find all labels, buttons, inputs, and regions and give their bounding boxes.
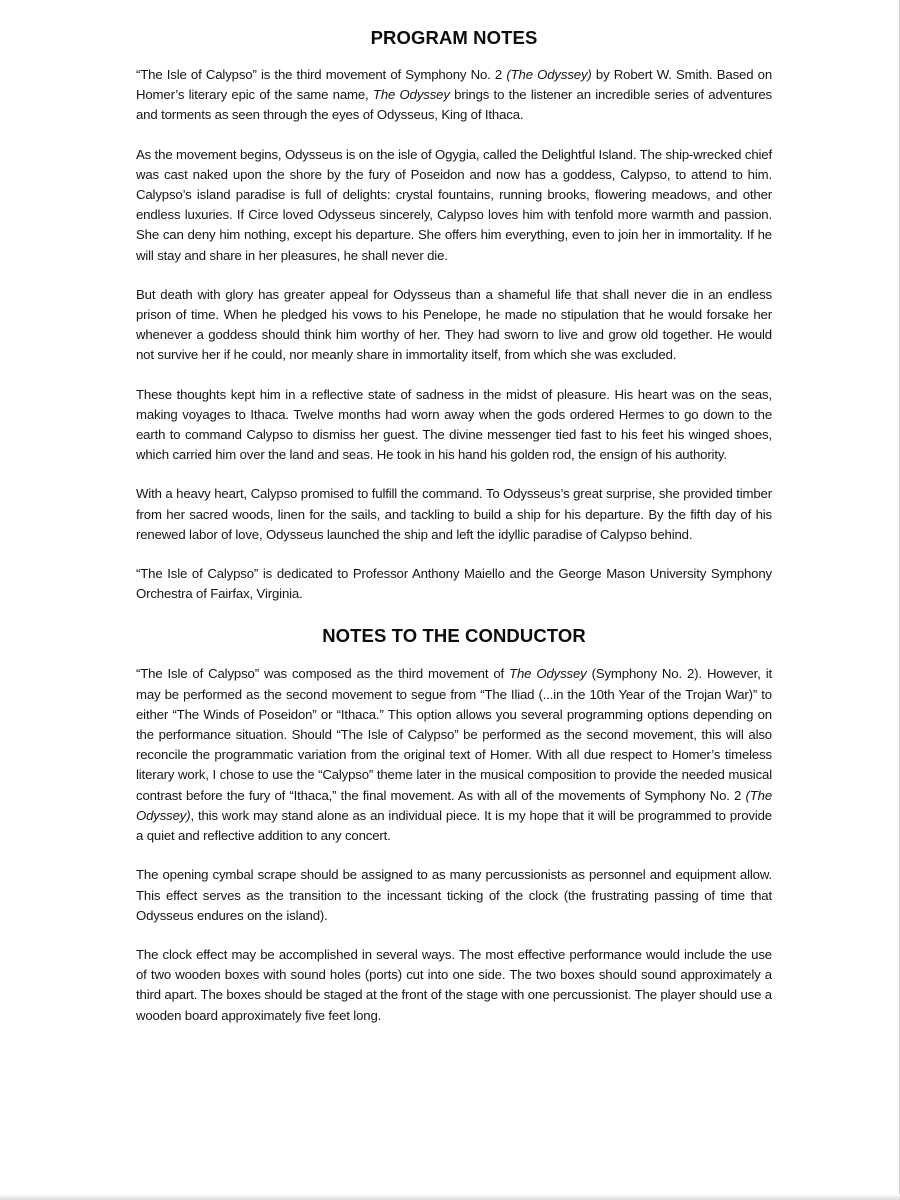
text-run: “The Isle of Calypso” is the third movement of Symphony No. 2: [136, 67, 507, 82]
conductor-notes-paragraph-2: The opening cymbal scrape should be assigned to as many percussionists as personnel and equipment allow. This effect serves as the transition to the incessant ticking of the clock (the frustrating passing of time that Odysseus endures on the island).: [136, 867, 772, 923]
italic-title: (The Odyssey): [136, 787, 772, 823]
program-notes-dedication: “The Isle of Calypso” is dedicated to Professor Anthony Maiello and the George Mason University Symphony Orchestra of Fairfax, Virginia.: [136, 566, 772, 602]
program-notes-paragraph-1: [136, 65, 772, 126]
italic-title: The Odyssey: [509, 666, 587, 682]
text-run: , this work may stand alone as an individual piece. It is my hope that it will be programmed to provide a quiet and reflective addition to any concert.: [136, 807, 772, 844]
program-notes-paragraph-5: With a heavy heart, Calypso promised to fulfill the command. To Odysseus’s great surprise, she provided timber from her sacred woods, linen for the sails, and tackling to build a ship for his departure. By the fifth day of his renewed labor of love, Odysseus launched the ship and left the idyllic paradise of Calypso behind.: [136, 486, 772, 542]
italic-title: (The Odyssey): [506, 67, 592, 82]
program-notes-section: [136, 26, 772, 604]
text-run: “The Isle of Calypso” was composed as the third movement of: [136, 666, 510, 682]
page-bottom-edge: [0, 1194, 900, 1200]
italic-title: The Odyssey: [372, 87, 450, 103]
page-content: [136, 26, 772, 1026]
conductor-notes-section: [136, 624, 772, 1025]
program-notes-paragraph-3: But death with glory has greater appeal for Odysseus than a shameful life that shall never die in an endless prison of time. When he pledged his vows to his Penelope, he made no stipulation that he would forsake her whenever a goddess should think him worthy of her. They had sworn to live and grow old together. He would not survive her if he could, nor meanly share in immortality itself, from which she was excluded.: [136, 286, 772, 363]
text-run: brings to the listener an incredible series of adventures and torments as seen through the eyes of Odysseus, King of Ithaca.: [136, 87, 773, 123]
program-notes-paragraph-2: As the movement begins, Odysseus is on the isle of Ogygia, called the Delightful Island. The ship-wrecked chief was cast naked upon the shore by the fury of Poseidon and now has a goddess, Calypso, to attend to him. Calypso’s island paradise is full of delights: crystal fountains, running brooks, flowering meadows, and other endless luxuries. If Circe loved Odysseus sincerely, Calypso loves him with tenfold more warmth and passion. She can deny him nothing, except his departure. She offers him everything, even to join her in immortality. If he will stay and share in her pleasures, he shall never die.: [136, 146, 772, 263]
text-run: (Symphony No. 2). However, it may be performed as the second movement to segue from “The Iliad (...in the 10th Year of the Trojan War)” to either “The Winds of Poseidon” or “Ithaca.” This option allows you several programming options depending on the performance situation. Should “The Isle of Calypso” be performed as the second movement, this will also reconcile the programmatic variation from the original text of Homer. With all due respect to Homer’s timeless literary work, I chose to use the “Calypso” theme later in the musical composition to provide the needed musical contrast before the fury of “Ithaca,” the final movement. As with all of the movements of Symphony No. 2: [136, 666, 772, 803]
conductor-notes-heading: NOTES TO THE CONDUCTOR: [322, 625, 586, 647]
program-notes-heading: PROGRAM NOTES: [370, 27, 538, 48]
conductor-notes-paragraph-3: The clock effect may be accomplished in several ways. The most effective performance would include the use of two wooden boxes with sound holes (ports) cut into one side. The two boxes should sound approximately a third apart. The boxes should be staged at the front of the stage with one percussionist. The player should use a wooden board approximately five feet long.: [136, 946, 772, 1023]
text-run: by Robert W. Smith. Based on Homer’s literary epic of the same name,: [136, 67, 772, 103]
conductor-notes-paragraph-1: [136, 664, 772, 846]
program-notes-paragraph-4: These thoughts kept him in a reflective state of sadness in the midst of pleasure. His heart was on the seas, making voyages to Ithaca. Twelve months had worn away when the gods ordered Hermes to go down to the earth to command Calypso to dismiss her guest. The divine messenger tied fast to his feet his winged shoes, which carried him over the land and seas. He took in his hand his golden rod, the ensign of his authority.: [136, 386, 772, 463]
